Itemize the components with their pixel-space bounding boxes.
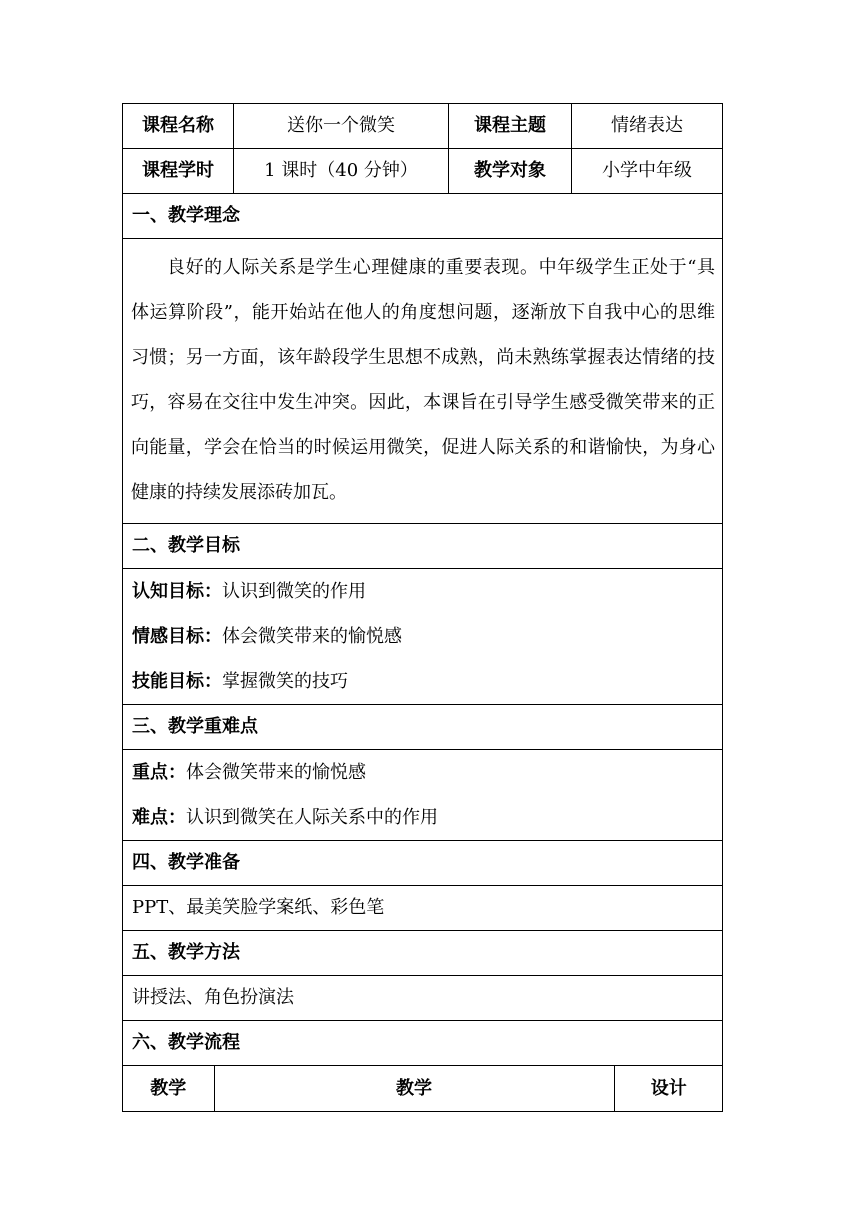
process-columns-table	[123, 1066, 723, 1111]
process-column-header: 教学	[214, 1066, 614, 1111]
section-process-header	[123, 1021, 723, 1066]
section-title: 六、教学流程	[123, 1021, 723, 1066]
course-name-label: 课程名称	[123, 104, 234, 149]
process-column-header: 设计	[650, 1077, 687, 1099]
section-goals-header	[123, 524, 723, 569]
section-title: 三、教学重难点	[123, 705, 723, 750]
lesson-plan-table	[122, 103, 723, 1112]
course-hours-value: 1 课时（40 分钟）	[234, 149, 449, 194]
goals-list	[123, 569, 723, 705]
goal-label: 情感目标：	[132, 625, 222, 647]
list-item	[132, 750, 722, 795]
methods-text: 讲授法、角色扮演法	[123, 976, 723, 1021]
keypoint-value: 体会微笑带来的愉悦感	[186, 761, 366, 783]
list-item	[132, 795, 722, 840]
course-theme-label: 课程主题	[449, 104, 572, 149]
section-keypoints-header	[123, 705, 723, 750]
lesson-plan-page	[122, 103, 722, 1112]
section-philosophy-header	[123, 194, 723, 239]
section-title: 二、教学目标	[123, 524, 723, 569]
course-hours-label: 课程学时	[123, 149, 234, 194]
section-preparation-header	[123, 841, 723, 886]
process-columns-row	[123, 1066, 723, 1112]
preparation-text: PPT、最美笑脸学案纸、彩色笔	[123, 886, 723, 931]
section-title: 一、教学理念	[123, 194, 723, 239]
header-row-1	[123, 104, 723, 149]
audience-value: 小学中年级	[572, 149, 723, 194]
section-philosophy-body	[123, 239, 723, 524]
keypoint-label: 难点：	[132, 806, 186, 828]
keypoints-list	[123, 750, 723, 841]
section-methods-body	[123, 976, 723, 1021]
keypoint-value: 认识到微笑在人际关系中的作用	[186, 806, 438, 828]
philosophy-paragraph: 良好的人际关系是学生心理健康的重要表现。中年级学生正处于“具体运算阶段”，能开始站在他人的角度想问题，逐渐放下自我中心的思维习惯；另一方面，该年龄段学生思想不成熟，尚未熟练掌握表达情绪的技巧，容易在交往中发生冲突。因此，本课旨在引导学生感受微笑带来的正向能量，学会在恰当的时候运用微笑，促进人际关系的和谐愉快，为身心健康的持续发展添砖加瓦。	[123, 239, 723, 524]
process-columns-container	[123, 1066, 723, 1112]
section-keypoints-body	[123, 750, 723, 841]
section-title: 五、教学方法	[123, 931, 723, 976]
list-item	[132, 659, 722, 704]
section-title: 四、教学准备	[123, 841, 723, 886]
course-name-value: 送你一个微笑	[234, 104, 449, 149]
section-preparation-body	[123, 886, 723, 931]
header-row-2	[123, 149, 723, 194]
audience-label: 教学对象	[449, 149, 572, 194]
section-methods-header	[123, 931, 723, 976]
goal-label: 认知目标：	[132, 580, 222, 602]
process-column-header: 教学	[123, 1066, 214, 1111]
keypoint-label: 重点：	[132, 761, 186, 783]
list-item	[132, 569, 722, 614]
goal-value: 掌握微笑的技巧	[222, 670, 348, 692]
goal-label: 技能目标：	[132, 670, 222, 692]
section-goals-body	[123, 569, 723, 705]
course-theme-value: 情绪表达	[572, 104, 723, 149]
goal-value: 体会微笑带来的愉悦感	[222, 625, 402, 647]
goal-value: 认识到微笑的作用	[222, 580, 366, 602]
list-item	[132, 614, 722, 659]
